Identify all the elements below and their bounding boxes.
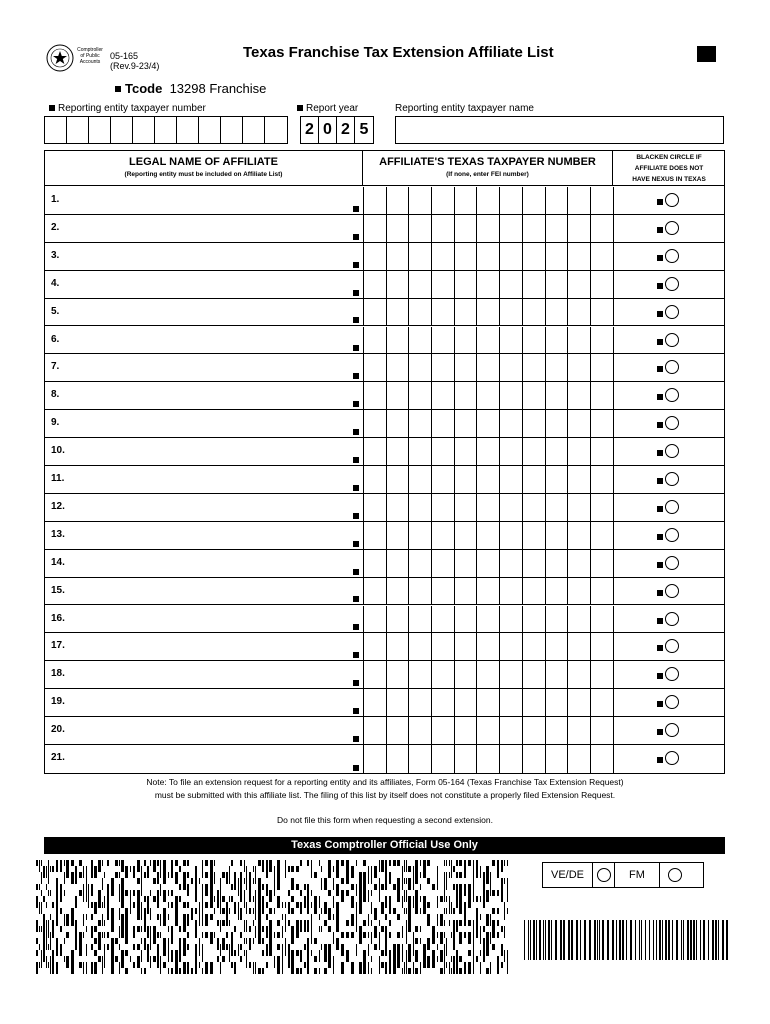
row-marker xyxy=(353,206,359,212)
row-marker xyxy=(353,457,359,463)
tcode: Tcode 13298 Franchise xyxy=(115,81,266,96)
row-marker xyxy=(353,596,359,602)
no-nexus-circle[interactable] xyxy=(665,612,679,626)
nexus-marker xyxy=(657,645,663,651)
affiliate-taxpayer-number-input[interactable] xyxy=(363,382,614,409)
nexus-marker xyxy=(657,339,663,345)
nexus-marker xyxy=(657,199,663,205)
official-use-box xyxy=(542,862,704,888)
col-header-legal-name: LEGAL NAME OF AFFILIATE (Reporting entity must be included on Affiliate List) xyxy=(45,151,363,186)
affiliate-name-input[interactable] xyxy=(71,299,351,326)
row-number: 15. xyxy=(51,584,65,596)
affiliate-taxpayer-number-input[interactable] xyxy=(363,689,614,716)
nexus-marker xyxy=(657,729,663,735)
affiliate-taxpayer-number-input[interactable] xyxy=(363,410,614,437)
no-nexus-circle[interactable] xyxy=(665,249,679,263)
linear-barcode-icon xyxy=(524,920,730,960)
row-number: 11. xyxy=(51,473,65,484)
nexus-marker xyxy=(657,562,663,568)
affiliate-name-input[interactable] xyxy=(71,661,351,688)
table-row xyxy=(45,689,725,717)
affiliate-taxpayer-number-input[interactable] xyxy=(363,717,614,744)
table-row xyxy=(45,438,725,466)
affiliate-taxpayer-number-input[interactable] xyxy=(363,215,614,242)
nexus-marker xyxy=(657,618,663,624)
col-header-taxpayer-number: AFFILIATE'S TEXAS TAXPAYER NUMBER (If none, enter FEI number) xyxy=(363,151,613,186)
no-nexus-circle[interactable] xyxy=(665,639,679,653)
nexus-marker xyxy=(657,478,663,484)
affiliate-taxpayer-number-input[interactable] xyxy=(363,578,614,605)
nexus-marker xyxy=(657,590,663,596)
row-marker xyxy=(353,765,359,771)
affiliate-name-input[interactable] xyxy=(71,745,351,773)
table-row xyxy=(45,606,725,634)
affiliate-taxpayer-number-input[interactable] xyxy=(363,271,614,298)
no-nexus-circle[interactable] xyxy=(665,444,679,458)
affiliate-taxpayer-number-input[interactable] xyxy=(363,299,614,326)
taxpayer-number-label: Reporting entity taxpayer number xyxy=(49,103,206,114)
note-line-1: Note: To file an extension request for a reporting entity and its affiliates, Form 05-164 (Texas Franchise Tax Extension Request) xyxy=(146,777,624,787)
table-row xyxy=(45,410,725,438)
no-nexus-circle[interactable] xyxy=(665,723,679,737)
report-year-label: Report year xyxy=(297,103,358,114)
nexus-marker xyxy=(657,227,663,233)
affiliate-taxpayer-number-input[interactable] xyxy=(363,327,614,354)
row-marker xyxy=(353,262,359,268)
nexus-marker xyxy=(657,255,663,261)
row-marker xyxy=(353,401,359,407)
affiliate-taxpayer-number-input[interactable] xyxy=(363,550,614,577)
no-nexus-circle[interactable] xyxy=(665,751,679,765)
affiliate-taxpayer-number-input[interactable] xyxy=(363,606,614,633)
row-number: 8. xyxy=(51,389,60,401)
nexus-marker xyxy=(657,673,663,679)
row-marker xyxy=(353,485,359,491)
row-marker xyxy=(353,624,359,630)
no-nexus-circle[interactable] xyxy=(665,416,679,430)
nexus-marker xyxy=(657,394,663,400)
row-number: 14. xyxy=(51,556,65,568)
row-number: 17. xyxy=(51,640,65,652)
second-extension-note: Do not file this form when requesting a second extension. xyxy=(277,815,493,825)
row-marker xyxy=(353,736,359,742)
row-number: 7. xyxy=(51,361,60,373)
vede-circle[interactable] xyxy=(597,868,611,882)
no-nexus-circle[interactable] xyxy=(665,528,679,542)
no-nexus-circle[interactable] xyxy=(665,305,679,319)
affiliate-taxpayer-number-input[interactable] xyxy=(363,661,614,688)
affiliate-name-input[interactable] xyxy=(71,466,351,493)
table-row xyxy=(45,633,725,661)
table-row xyxy=(45,717,725,745)
no-nexus-circle[interactable] xyxy=(665,584,679,598)
row-number: 1. xyxy=(51,194,60,205)
tcode-value: 13298 Franchise xyxy=(169,81,267,96)
col-header-nexus: BLACKEN CIRCLE IF AFFILIATE DOES NOT HAVE NEXUS IN TEXAS xyxy=(613,151,725,186)
row-marker xyxy=(353,708,359,714)
affiliate-taxpayer-number-input[interactable] xyxy=(363,745,614,773)
table-row xyxy=(45,187,725,215)
official-use-banner: Texas Comptroller Official Use Only xyxy=(44,837,725,854)
affiliate-taxpayer-number-input[interactable] xyxy=(363,466,614,493)
nexus-marker xyxy=(657,701,663,707)
row-number: 4. xyxy=(51,277,60,289)
affiliate-name-input[interactable] xyxy=(71,438,351,465)
affiliate-name-input[interactable] xyxy=(71,522,351,549)
row-number: 6. xyxy=(51,333,60,345)
row-number: 21. xyxy=(51,752,65,763)
affiliate-taxpayer-number-input[interactable] xyxy=(363,633,614,660)
row-number: 2. xyxy=(51,221,60,233)
report-year-input[interactable]: 2 0 2 5 xyxy=(300,116,374,144)
nexus-marker xyxy=(657,757,663,763)
nexus-marker xyxy=(657,506,663,512)
table-row xyxy=(45,354,725,382)
affiliate-name-input[interactable] xyxy=(71,215,351,242)
row-number: 18. xyxy=(51,668,65,680)
texas-seal-icon xyxy=(46,44,74,72)
no-nexus-circle[interactable] xyxy=(665,500,679,514)
no-nexus-circle[interactable] xyxy=(665,695,679,709)
row-marker xyxy=(353,429,359,435)
table-row xyxy=(45,522,725,550)
row-marker xyxy=(353,569,359,575)
no-nexus-circle[interactable] xyxy=(665,472,679,486)
affiliate-name-input[interactable] xyxy=(71,606,351,633)
row-number: 12. xyxy=(51,500,65,512)
nexus-marker xyxy=(657,283,663,289)
affiliate-name-input[interactable] xyxy=(71,689,351,716)
corner-registration-mark xyxy=(697,46,716,62)
affiliate-name-input[interactable] xyxy=(71,633,351,660)
row-number: 9. xyxy=(51,417,60,429)
table-row xyxy=(45,578,725,606)
pdf417-barcode-icon xyxy=(36,860,508,974)
row-marker xyxy=(353,513,359,519)
affiliate-name-input[interactable] xyxy=(71,494,351,521)
table-row xyxy=(45,382,725,410)
row-number: 16. xyxy=(51,612,65,624)
note-line-2: must be submitted with this affiliate list. The filing of this list by itself does not constitute a properly filed Extension Request. xyxy=(154,790,616,800)
taxpayer-number-input[interactable] xyxy=(44,116,288,144)
table-row xyxy=(45,550,725,578)
no-nexus-circle[interactable] xyxy=(665,556,679,570)
affiliate-name-input[interactable] xyxy=(71,354,351,381)
table-row xyxy=(45,271,725,299)
affiliate-taxpayer-number-input[interactable] xyxy=(363,243,614,270)
no-nexus-circle[interactable] xyxy=(665,388,679,402)
nexus-marker xyxy=(657,534,663,540)
affiliate-taxpayer-number-input[interactable] xyxy=(363,522,614,549)
taxpayer-name-label: Reporting entity taxpayer name xyxy=(395,103,534,114)
no-nexus-circle[interactable] xyxy=(665,221,679,235)
form-number: 05-165 (Rev.9-23/4) xyxy=(110,51,160,71)
row-marker xyxy=(353,345,359,351)
no-nexus-circle[interactable] xyxy=(665,360,679,374)
agency-name: Comptroller of Public Accounts xyxy=(77,47,103,65)
affiliate-taxpayer-number-input[interactable] xyxy=(363,438,614,465)
affiliate-name-input[interactable] xyxy=(71,550,351,577)
no-nexus-circle[interactable] xyxy=(665,667,679,681)
table-row xyxy=(45,745,725,773)
row-marker xyxy=(353,373,359,379)
row-number: 19. xyxy=(51,696,65,708)
affiliate-taxpayer-number-input[interactable] xyxy=(363,354,614,381)
row-marker xyxy=(353,290,359,296)
affiliate-taxpayer-number-input[interactable] xyxy=(363,187,614,214)
form-title: Texas Franchise Tax Extension Affiliate List xyxy=(243,44,554,61)
affiliate-taxpayer-number-input[interactable] xyxy=(363,494,614,521)
row-marker xyxy=(353,234,359,240)
affiliate-name-input[interactable] xyxy=(71,382,351,409)
affiliate-name-input[interactable] xyxy=(71,410,351,437)
vede-label: VE/DE xyxy=(543,863,593,887)
affiliate-name-input[interactable] xyxy=(71,271,351,298)
nexus-marker xyxy=(657,422,663,428)
affiliate-name-input[interactable] xyxy=(71,327,351,354)
table-row xyxy=(45,466,725,494)
no-nexus-circle[interactable] xyxy=(665,277,679,291)
affiliate-name-input[interactable] xyxy=(71,243,351,270)
nexus-marker xyxy=(657,311,663,317)
table-row xyxy=(45,327,725,355)
row-marker xyxy=(353,652,359,658)
table-row xyxy=(45,494,725,522)
affiliate-name-input[interactable] xyxy=(71,717,351,744)
no-nexus-circle[interactable] xyxy=(665,333,679,347)
no-nexus-circle[interactable] xyxy=(665,193,679,207)
row-marker xyxy=(353,680,359,686)
row-number: 3. xyxy=(51,249,60,261)
nexus-marker xyxy=(657,366,663,372)
row-number: 13. xyxy=(51,528,65,540)
affiliate-table xyxy=(44,150,725,774)
table-row xyxy=(45,243,725,271)
nexus-marker xyxy=(657,450,663,456)
table-row xyxy=(45,661,725,689)
table-row xyxy=(45,215,725,243)
row-marker xyxy=(353,317,359,323)
fm-circle[interactable] xyxy=(668,868,682,882)
taxpayer-name-input[interactable] xyxy=(395,116,724,144)
affiliate-name-input[interactable] xyxy=(71,578,351,605)
fm-label: FM xyxy=(615,863,660,887)
row-number: 10. xyxy=(51,445,65,457)
affiliate-name-input[interactable] xyxy=(71,187,351,214)
row-marker xyxy=(353,541,359,547)
row-number: 20. xyxy=(51,724,65,736)
table-row xyxy=(45,299,725,327)
row-number: 5. xyxy=(51,305,60,317)
